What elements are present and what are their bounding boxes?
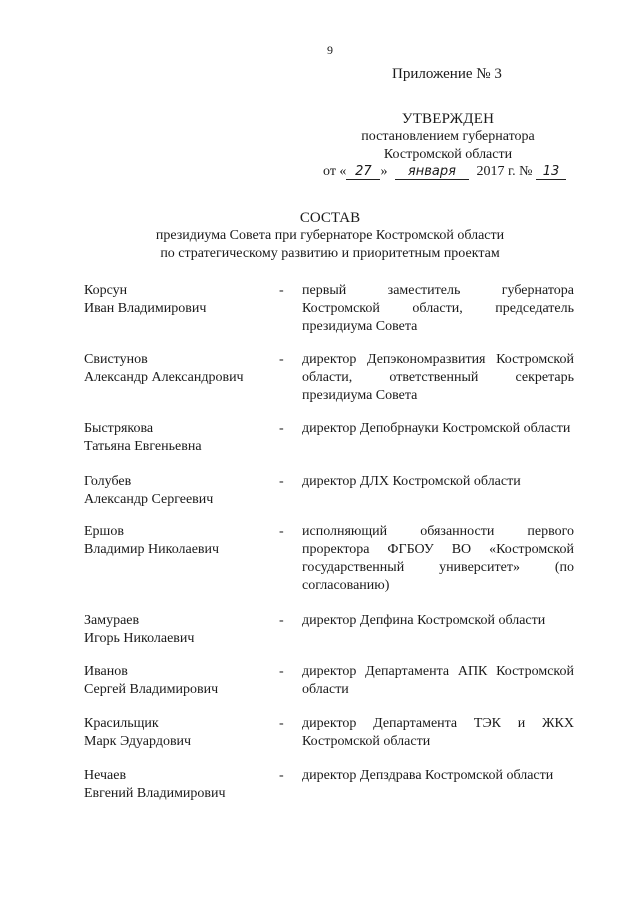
member-role: исполняющий обязанности первого проректора ФГБОУ ВО «Костромской государственный университет» (по согласованию) [302, 524, 574, 593]
title-line-2: по стратегическому развитию и приоритетным проектам [160, 246, 500, 261]
member-dash: - [279, 716, 284, 731]
member-given-names: Татьяна Евгеньевна [84, 439, 202, 454]
member-surname: Быстрякова [84, 421, 154, 436]
year-number-label: 2017 г. № [476, 164, 533, 179]
member-surname: Голубев [84, 474, 132, 489]
date-prefix: от « [323, 164, 347, 179]
member-dash: - [279, 421, 284, 436]
member-surname: Красильщик [84, 716, 159, 731]
member-surname: Иванов [84, 664, 128, 679]
member-role: директор Департамента АПК Костромской области [302, 664, 574, 697]
member-given-names: Марк Эдуардович [84, 734, 192, 749]
member-surname: Корсун [84, 283, 128, 298]
member-given-names: Александр Сергеевич [84, 492, 214, 507]
member-dash: - [279, 768, 284, 783]
date-quote-close: » [380, 164, 388, 179]
member-name [84, 282, 274, 318]
member-surname: Ершов [84, 524, 124, 539]
member-given-names: Евгений Владимирович [84, 786, 226, 801]
member-dash: - [279, 664, 284, 679]
member-name [84, 663, 274, 699]
member-role: первый заместитель губернатора Костромской области, председатель президиума Совета [302, 283, 574, 334]
member-dash: - [279, 524, 284, 539]
member-role: директор Депобрнауки Костромской области [302, 421, 571, 436]
approval-date-line [323, 164, 566, 180]
member-name [84, 715, 274, 751]
member-dash: - [279, 613, 284, 628]
member-name [84, 767, 274, 803]
approved-region-line: Костромской области [383, 147, 513, 162]
member-role: директор Депэкономразвития Костромской области, ответственный секретарь президиума Совета [302, 352, 574, 403]
title-heading: СОСТАВ [299, 210, 361, 226]
member-given-names: Иван Владимирович [84, 301, 207, 316]
member-name [84, 523, 274, 559]
member-name [84, 351, 274, 387]
member-role: директор ДЛХ Костромской области [302, 474, 521, 489]
handwritten-day: 27 [346, 164, 380, 180]
member-name [84, 612, 274, 648]
member-role: директор Депфина Костромской области [302, 613, 546, 628]
member-surname: Нечаев [84, 768, 127, 783]
member-surname: Замураев [84, 613, 140, 628]
member-dash: - [279, 474, 284, 489]
member-dash: - [279, 283, 284, 298]
handwritten-decree-number: 13 [536, 164, 566, 180]
member-dash: - [279, 352, 284, 367]
member-role: директор Депздрава Костромской области [302, 768, 554, 783]
member-role: директор Департамента ТЭК и ЖКХ Костромской области [302, 716, 574, 749]
member-given-names: Сергей Владимирович [84, 682, 219, 697]
approved-heading: УТВЕРЖДЕН [401, 111, 495, 127]
member-given-names: Владимир Николаевич [84, 542, 220, 557]
title-line-1: президиума Совета при губернаторе Костромской области [155, 228, 505, 243]
member-given-names: Александр Александрович [84, 370, 244, 385]
member-name [84, 473, 274, 509]
composition-title [0, 209, 640, 263]
member-surname: Свистунов [84, 352, 148, 367]
page-number: 9 [327, 43, 333, 57]
appendix-label: Приложение № 3 [392, 66, 502, 82]
member-name [84, 420, 274, 456]
member-given-names: Игорь Николаевич [84, 631, 195, 646]
handwritten-month: января [395, 164, 469, 180]
approval-block [318, 110, 578, 164]
approved-by-line: постановлением губернатора [361, 129, 535, 144]
